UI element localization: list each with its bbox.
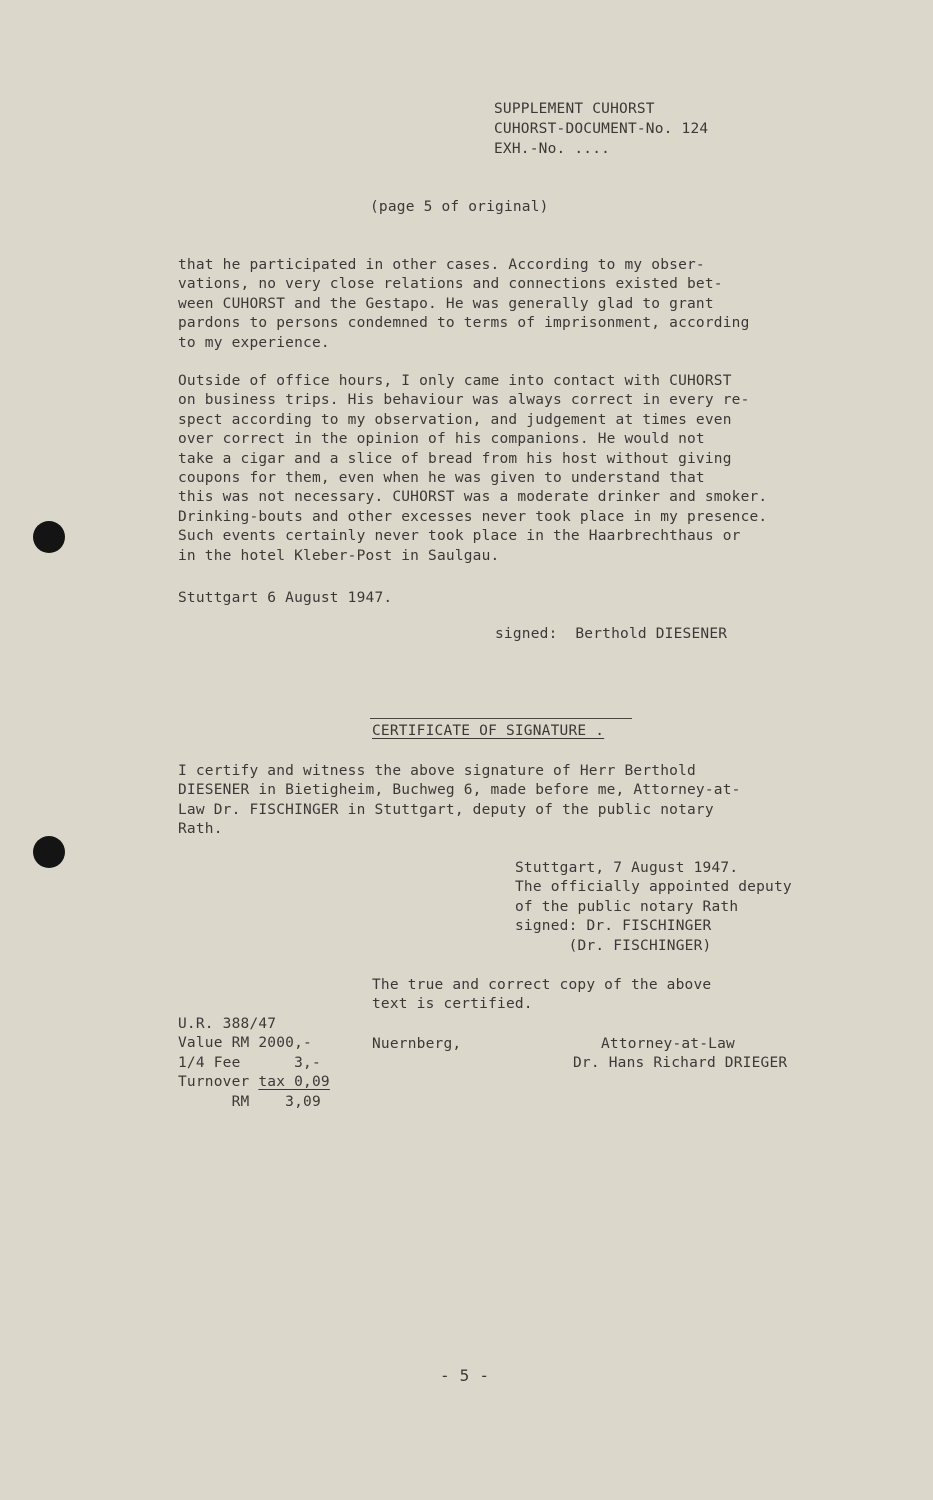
punch-hole-bottom (33, 836, 65, 868)
certificate-text-line: Law Dr. FISCHINGER in Stuttgart, deputy of the public notary (178, 801, 714, 818)
paragraph-2-line: Such events certainly never took place in the Haarbrechthaus or (178, 528, 741, 545)
paragraph-2-line: in the hotel Kleber-Post in Saulgau. (178, 547, 500, 564)
notary-line: (Dr. FISCHINGER) (515, 937, 712, 954)
paragraph-1 (178, 256, 750, 353)
certificate-text-line: Rath. (178, 821, 223, 838)
certificate-text-line: I certify and witness the above signature of Herr Berthold (178, 763, 696, 779)
certificate-text (178, 762, 741, 840)
place-date-1: Stuttgart 6 August 1947. (178, 590, 393, 606)
paragraph-2-line: coupons for them, even when he was given to understand that (178, 470, 705, 487)
true-copy-statement (372, 976, 711, 1015)
page-number: - 5 - (440, 1366, 490, 1385)
page-of-original: (page 5 of original) (370, 199, 549, 215)
header-line-1: SUPPLEMENT CUHORST (494, 101, 655, 117)
paragraph-2-line: take a cigar and a slice of bread from his host without giving (178, 450, 732, 467)
certificate-text-line: DIESENER in Bietigheim, Buchweg 6, made before me, Attorney-at- (178, 782, 741, 799)
paragraph-1-line: to my experience. (178, 334, 330, 351)
fee-quarter: 1/4 Fee 3,- (178, 1054, 321, 1071)
paragraph-2-line: Drinking-bouts and other excesses never took place in my presence. (178, 508, 768, 525)
paragraph-2-line: on business trips. His behaviour was always correct in every re- (178, 392, 750, 409)
turnover-value: tax 0,09 (258, 1074, 330, 1091)
true-copy-line: The true and correct copy of the above (372, 977, 712, 993)
fee-ur: U.R. 388/47 (178, 1016, 277, 1032)
paragraph-2 (178, 372, 767, 566)
header-line-2: CUHORST-DOCUMENT-No. 124 (494, 121, 709, 137)
paragraph-2-line: Outside of office hours, I only came into contact with CUHORST (178, 373, 732, 389)
notary-block (515, 859, 792, 956)
signature-diesener: signed: Berthold DIESENER (495, 626, 728, 642)
notary-line: signed: Dr. FISCHINGER (515, 918, 712, 935)
fee-turnover (178, 1073, 330, 1092)
punch-hole-top (33, 521, 65, 553)
fee-value: Value RM 2000,- (178, 1035, 312, 1052)
paragraph-1-line: pardons to persons condemned to terms of imprisonment, according (178, 315, 750, 332)
paragraph-2-line: this was not necessary. CUHORST was a moderate drinker and smoker. (178, 489, 768, 506)
turnover-label: Turnover (178, 1074, 259, 1091)
notary-line: of the public notary Rath (515, 898, 739, 915)
paragraph-1-line: vations, no very close relations and connections existed bet- (178, 276, 723, 293)
attorney-title: Attorney-at-Law (601, 1036, 735, 1052)
attorney-name: Dr. Hans Richard DRIEGER (573, 1055, 788, 1072)
paragraph-2-line: spect according to my observation, and judgement at times even (178, 411, 732, 428)
fee-total: RM 3,09 (178, 1093, 321, 1110)
notary-line: The officially appointed deputy (515, 879, 792, 896)
place-nuernberg: Nuernberg, (372, 1036, 462, 1052)
paragraph-2-line: over correct in the opinion of his companions. He would not (178, 431, 705, 448)
paragraph-1-line: ween CUHORST and the Gestapo. He was generally glad to grant (178, 295, 714, 312)
true-copy-line: text is certified. (372, 996, 533, 1013)
paragraph-1-line: that he participated in other cases. According to my obser- (178, 257, 705, 273)
fee-block (178, 1015, 330, 1112)
certificate-rule (370, 718, 632, 719)
attorney-block (573, 1035, 787, 1074)
header-line-3: EXH.-No. .... (494, 141, 611, 157)
notary-line: Stuttgart, 7 August 1947. (515, 860, 739, 876)
certificate-heading: CERTIFICATE OF SIGNATURE . (372, 723, 605, 739)
